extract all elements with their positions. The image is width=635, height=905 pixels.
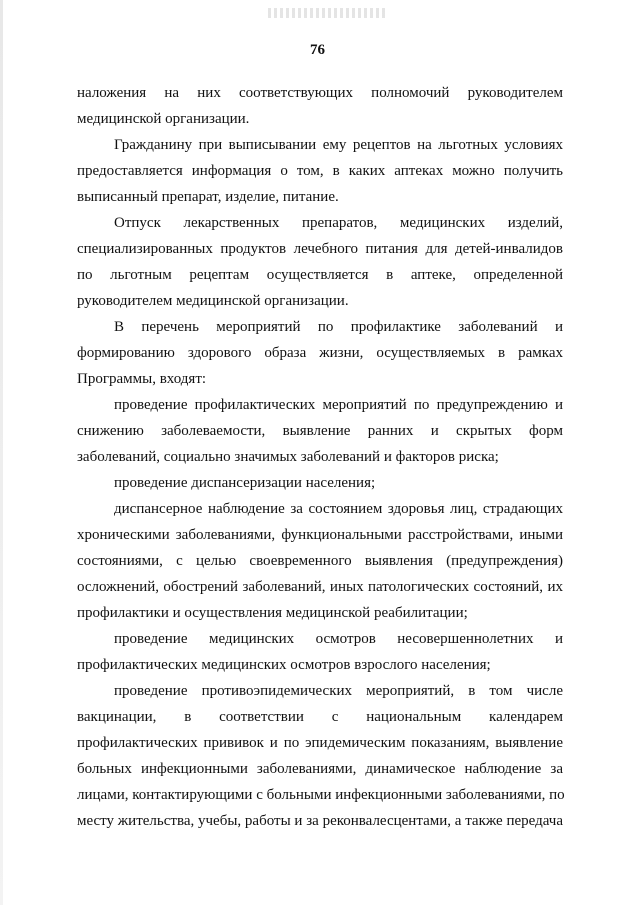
text-line: вакцинации, в соответствии с национальным календарем	[77, 709, 563, 725]
text-line: проведение медицинских осмотров несовершеннолетних и	[114, 631, 563, 647]
text-line: больных инфекционными заболеваниями, динамическое наблюдение за	[77, 761, 563, 777]
text-line: формированию здорового образа жизни, осуществляемых в рамках	[77, 345, 563, 361]
text-line: проведение профилактических мероприятий по предупреждению и	[114, 397, 563, 413]
text-line: руководителем медицинской организации.	[77, 293, 349, 309]
text-line: наложения на них соответствующих полномочий руководителем	[77, 85, 563, 101]
text-line: Гражданину при выписывании ему рецептов на льготных условиях	[114, 137, 563, 153]
page-number: 76	[310, 42, 325, 58]
text-line: профилактических прививок и по эпидемическим показаниям, выявление	[77, 735, 563, 751]
text-line: проведение противоэпидемических мероприятий, в том числе	[114, 683, 563, 699]
text-line: по льготным рецептам осуществляется в аптеке, определенной	[77, 267, 563, 283]
text-line: снижению заболеваемости, выявление ранних и скрытых форм	[77, 423, 563, 439]
text-line: Программы, входят:	[77, 371, 207, 387]
text-line: В перечень мероприятий по профилактике заболеваний и	[114, 319, 563, 335]
text-line: осложнений, обострений заболеваний, иных патологических состояний, их	[77, 579, 563, 595]
text-line: проведение диспансеризации населения;	[114, 475, 376, 491]
text-line: медицинской организации.	[77, 111, 250, 127]
text-line: предоставляется информация о том, в каких аптеках можно получить	[77, 163, 563, 179]
text-line: заболеваний, социально значимых заболеваний и факторов риска;	[77, 449, 499, 465]
text-line: диспансерное наблюдение за состоянием здоровья лиц, страдающих	[114, 501, 563, 517]
text-line: Отпуск лекарственных препаратов, медицинских изделий,	[114, 215, 563, 231]
scan-left-edge	[0, 0, 3, 905]
text-line: состояниями, с целью своевременного выявления (предупреждения)	[77, 553, 563, 569]
text-line: месту жительства, учебы, работы и за реконвалесцентами, а также передача	[77, 813, 563, 829]
text-line: лицами, контактирующими с больными инфекционными заболеваниями, по	[77, 787, 565, 803]
text-line: специализированных продуктов лечебного питания для детей-инвалидов	[77, 241, 563, 257]
text-line: хроническими заболеваниями, функциональными расстройствами, иными	[77, 527, 563, 543]
text-line: профилактики и осуществления медицинской реабилитации;	[77, 605, 468, 621]
faded-header-stamp	[268, 8, 386, 18]
text-line: выписанный препарат, изделие, питание.	[77, 189, 339, 205]
text-line: профилактических медицинских осмотров взрослого населения;	[77, 657, 491, 673]
